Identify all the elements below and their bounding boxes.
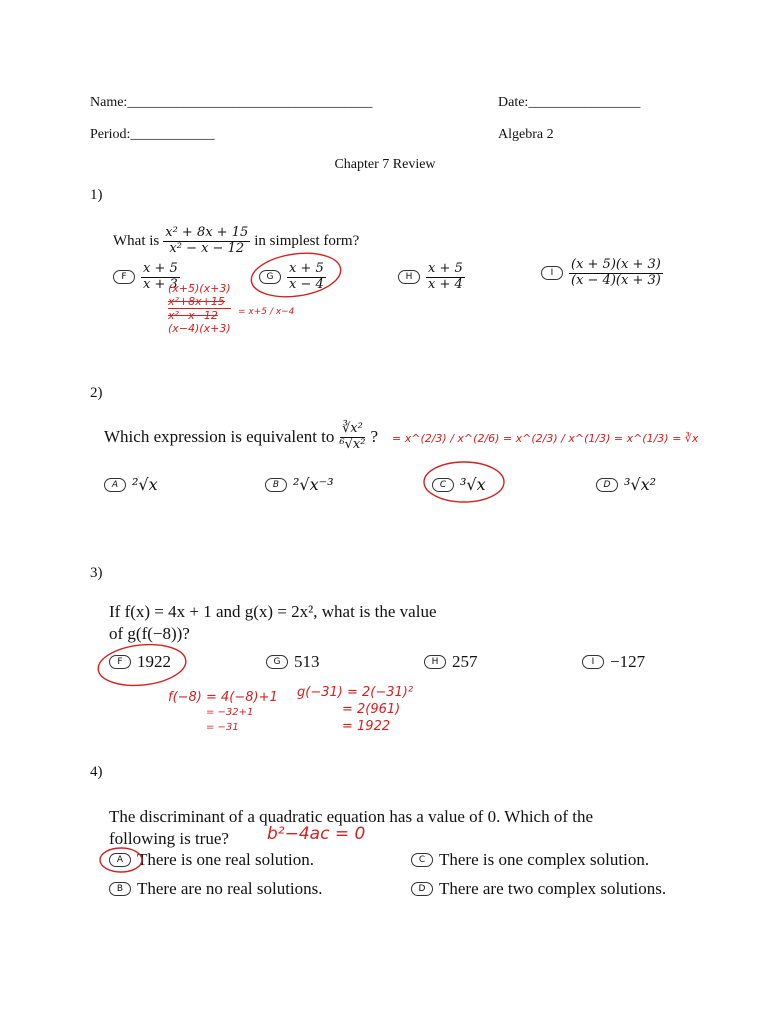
date-label: Date:	[498, 95, 529, 110]
q2-option-b-text: ²√x⁻³	[293, 475, 334, 494]
name-blank[interactable]: ___________________________________	[127, 95, 373, 110]
q3-option-f-bubble[interactable]: F	[109, 655, 131, 669]
date-blank[interactable]: ________________	[528, 95, 641, 110]
q3-option-h-bubble[interactable]: H	[424, 655, 446, 669]
q2-option-d-text: ³√x²	[624, 475, 657, 494]
q4-answer-circle	[100, 848, 142, 872]
page-title: Chapter 7 Review	[334, 157, 436, 172]
q3-hw-left-3: = −31	[206, 722, 239, 733]
q1-hw-line-4: (x−4)(x+3)	[168, 322, 231, 335]
q1-option-f-den: x + 3	[143, 276, 178, 292]
question-2-number: 2)	[90, 385, 103, 401]
q2-option-a-bubble[interactable]: A	[104, 478, 126, 492]
q2-option-c-text: ³√x	[460, 475, 486, 494]
q1-option-h-den: x + 4	[428, 276, 463, 292]
q4-option-b-text: There are no real solutions.	[137, 879, 323, 898]
q2-stem-numerator: ∛x²	[342, 421, 363, 436]
q3-option-g-text: 513	[294, 652, 320, 671]
q4-stem-line-2: following is true?	[109, 829, 229, 848]
q1-option-i-bubble[interactable]: I	[541, 266, 563, 280]
q1-option-h-bubble[interactable]: H	[398, 270, 420, 284]
q3-hw-left-2: = −32+1	[206, 707, 254, 718]
q3-option-i-bubble[interactable]: I	[582, 655, 604, 669]
q2-option-d-bubble[interactable]: D	[596, 478, 618, 492]
q4-option-b-bubble[interactable]: B	[109, 882, 131, 896]
q1-option-g-den: x − 4	[289, 276, 324, 292]
q3-hw-right-1: g(−31) = 2(−31)²	[297, 685, 414, 700]
name-label: Name:	[90, 95, 128, 110]
q4-stem-line-1: The discriminant of a quadratic equation has a value of 0. Which of the	[109, 807, 594, 826]
q4-option-c-bubble[interactable]: C	[411, 853, 433, 867]
q2-stem-denominator: ⁶√x²	[339, 436, 366, 452]
q1-hw-result: = x+5 / x−4	[238, 307, 295, 317]
q4-option-a-text: There is one real solution.	[137, 850, 315, 869]
q1-option-g-num: x + 5	[289, 261, 324, 276]
q3-option-h-text: 257	[452, 652, 478, 671]
q3-stem-line-2: of g(f(−8))?	[109, 624, 190, 643]
q3-answer-circle	[96, 641, 188, 690]
q1-stem-prefix: What is	[113, 232, 160, 249]
q1-option-g-bubble[interactable]: G	[259, 270, 281, 284]
q3-hw-right-3: = 1922	[342, 719, 391, 734]
q4-option-d-bubble[interactable]: D	[411, 882, 433, 896]
question-1-number: 1)	[90, 187, 103, 203]
q2-stem-suffix: ?	[370, 427, 378, 447]
q1-hw-line-1: (x+5)(x+3)	[168, 282, 231, 295]
q2-option-c-bubble[interactable]: C	[432, 478, 454, 492]
question-4-number: 4)	[90, 764, 103, 780]
q1-stem-numerator: x² + 8x + 15	[165, 225, 249, 240]
q1-option-f-num: x + 5	[143, 261, 178, 276]
q4-option-a-bubble[interactable]: A	[109, 853, 131, 867]
period-blank[interactable]: ____________	[130, 127, 215, 142]
q3-hw-left-1: f(−8) = 4(−8)+1	[168, 690, 278, 705]
q3-stem-line-1: If f(x) = 4x + 1 and g(x) = 2x², what is the value	[109, 602, 437, 621]
q4-handwritten-work: b²−4ac = 0	[267, 824, 366, 844]
question-3-number: 3)	[90, 565, 103, 581]
q1-option-f-bubble[interactable]: F	[113, 270, 135, 284]
q1-hw-line-3: x²−x−12	[168, 308, 231, 322]
q4-option-c-text: There is one complex solution.	[439, 850, 650, 869]
q4-option-d-text: There are two complex solutions.	[439, 879, 667, 898]
q2-answer-circle	[424, 462, 504, 502]
q2-option-a-text: ²√x	[132, 475, 158, 494]
q3-option-f-text: 1922	[137, 652, 171, 671]
q1-answer-circle	[249, 248, 344, 302]
q1-option-i-den: (x − 4)(x + 3)	[571, 272, 661, 288]
course-name: Algebra 2	[498, 127, 554, 142]
q2-stem-prefix: Which expression is equivalent to	[104, 427, 335, 447]
q2-handwritten-work: = x^(2/3) / x^(2/6) = x^(2/3) / x^(1/3) = x^(1/3) = ∛x	[392, 432, 699, 445]
q1-hw-line-2: x²+8x+15	[168, 295, 225, 308]
q1-option-i-num: (x + 5)(x + 3)	[571, 257, 661, 272]
q1-stem-suffix: in simplest form?	[254, 232, 360, 249]
q1-stem-denominator: x² − x − 12	[169, 240, 245, 256]
q3-option-g-bubble[interactable]: G	[266, 655, 288, 669]
q1-option-h-num: x + 5	[428, 261, 463, 276]
q3-hw-right-2: = 2(961)	[342, 702, 401, 717]
q3-option-i-text: −127	[610, 652, 646, 671]
q2-option-b-bubble[interactable]: B	[265, 478, 287, 492]
period-label: Period:	[90, 127, 131, 142]
